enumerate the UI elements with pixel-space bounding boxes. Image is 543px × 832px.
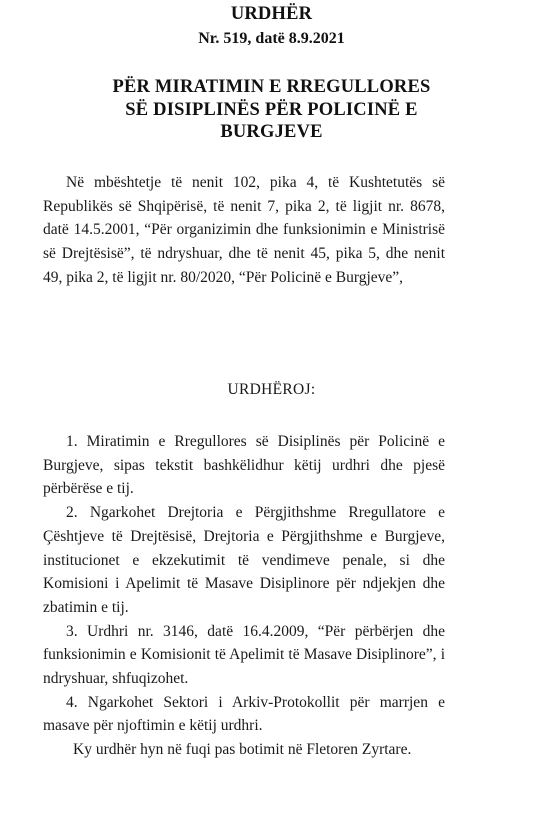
order-item-1: 1. Miratimin e Rregullores së Disiplinës për Policinë e Burgjeve, sipas tekstit bashkëlidhur këtij urdhri dhe pjesë përbërëse e tij. — [43, 433, 445, 498]
order-item-4: 4. Ngarkohet Sektori i Arkiv-Protokollit për marrjen e masave për njoftimin e këtij urdhri. — [43, 693, 445, 735]
document-subject-line-1: PËR MIRATIMIN E RREGULLORES — [112, 77, 431, 97]
document-title: URDHËR — [230, 4, 313, 24]
order-heading: URDHËROJ: — [227, 381, 316, 398]
document-number: Nr. 519, datë 8.9.2021 — [198, 30, 345, 47]
preamble-text: Në mbështetje të nenit 102, pika 4, të Kushtetutës së Republikës së Shqipërisë, të nenit 7, pika 2, të ligjit nr. 8678, datë 14.5.2001, “Për organizimin dhe funksionimin e Ministrisë së Drejtësisë”, të ndryshuar, dhe të nenit 45, pika 5, dhe nenit 49, pika 2, të ligjit nr. 80/2020, “Për Policinë e Burgjeve”, — [43, 174, 445, 286]
order-items — [43, 430, 445, 762]
document-subject-line-3: BURGJEVE — [220, 122, 323, 142]
preamble-paragraph — [43, 171, 445, 290]
order-item-3: 3. Urdhri nr. 3146, datë 16.4.2009, “Për përbërjen dhe funksionimin e Komisionit të Apelimit të Masave Disiplinore”, i ndryshuar, shfuqizohet. — [43, 622, 445, 688]
order-item-2: 2. Ngarkohet Drejtoria e Përgjithshme Rregullatore e Çështjeve të Drejtësisë, Drejtoria e Përgjithshme e Burgjeve, institucionet e ekzekutimit të vendimeve penale, si dhe Komisioni i Apelimit të Masave Disiplinore për ndjekjen dhe zbatimin e tij. — [43, 504, 445, 616]
closing-paragraph: Ky urdhër hyn në fuqi pas botimit në Fletoren Zyrtare. — [73, 741, 412, 759]
document-subject-line-2: SË DISIPLINËS PËR POLICINË E — [125, 100, 418, 120]
